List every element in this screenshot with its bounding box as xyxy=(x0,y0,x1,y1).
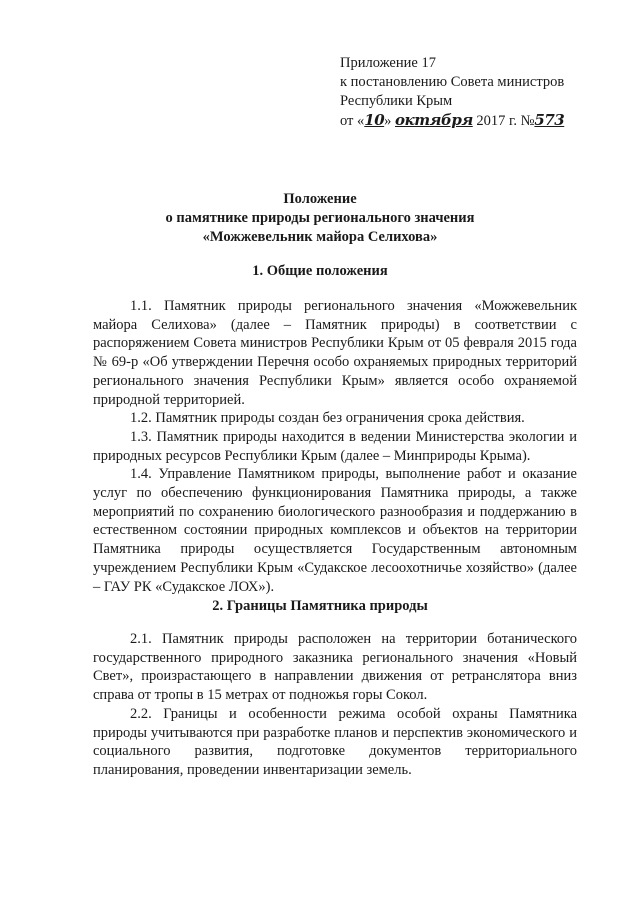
document-title xyxy=(60,190,580,247)
paragraph-1-3: 1.3. Памятник природы находится в ведении Министерства экологии и природных ресурсов Республики Крым (далее – Минприроды Крыма). xyxy=(93,428,577,464)
handwritten-day: 10 xyxy=(364,111,385,129)
title-line-2: о памятнике природы регионального значения xyxy=(165,210,475,226)
paragraph-1-4: 1.4. Управление Памятником природы, выполнение работ и оказание услуг по обеспечению функционирования Памятника природы, а также мероприятий по сохранению биологического разнообразия и поддержанию в естественном состоянии природных комплексов и объектов на территории Памятника природы осуществляется Государственным автономным учреждением Республики Крым «Судакское лесоохотничье хозяйство» (далее – ГАУ РК «Судакское ЛОХ»). xyxy=(93,466,577,595)
appendix-date-line xyxy=(340,111,610,131)
date-prefix: от « xyxy=(340,113,365,129)
appendix-line-2: к постановлению Совета министров xyxy=(340,74,565,90)
handwritten-number: 573 xyxy=(534,111,565,129)
section-2-heading: 2. Границы Памятника природы xyxy=(212,598,428,614)
date-day-close: » xyxy=(384,113,392,129)
title-line-3: «Можжевельник майора Селихова» xyxy=(202,229,438,245)
appendix-line-1: Приложение 17 xyxy=(340,55,436,71)
paragraph-2-2: 2.2. Границы и особенности режима особой охраны Памятника природы учитываются при разработке планов и перспектив экономического и социального развития, подготовке документов территориального планирования, проведении инвентаризации земель. xyxy=(93,705,577,778)
paragraph-1-2: 1.2. Памятник природы создан без ограничения срока действия. xyxy=(130,410,525,427)
title-line-1: Положение xyxy=(283,191,357,207)
section-1-heading: 1. Общие положения xyxy=(252,263,388,279)
section-1-body xyxy=(93,297,577,596)
paragraph-1-1: 1.1. Памятник природы регионального значения «Можжевельник майора Селихова» (далее – Памятник природы) в соответствии с распоряжением Совета министров Республики Крым от 05 февраля 2015 года № 69-р «Об утверждении Перечня особо охраняемых природных территорий регионального значения Республики Крым» является особо охраняемой природной территорией. xyxy=(93,298,577,408)
section-2-body xyxy=(93,630,577,780)
appendix-line-3: Республики Крым xyxy=(340,93,453,109)
appendix-header xyxy=(340,54,610,131)
date-year: 2017 г. № xyxy=(476,113,535,129)
paragraph-2-1: 2.1. Памятник природы расположен на территории ботанического государственного природного заказника регионального значения «Новый Свет», произрастающего в направлении движения от ретранслятора вниз справа от тропы в 15 метрах от подножья горы Сокол. xyxy=(93,631,577,704)
handwritten-month: октября xyxy=(395,111,473,129)
